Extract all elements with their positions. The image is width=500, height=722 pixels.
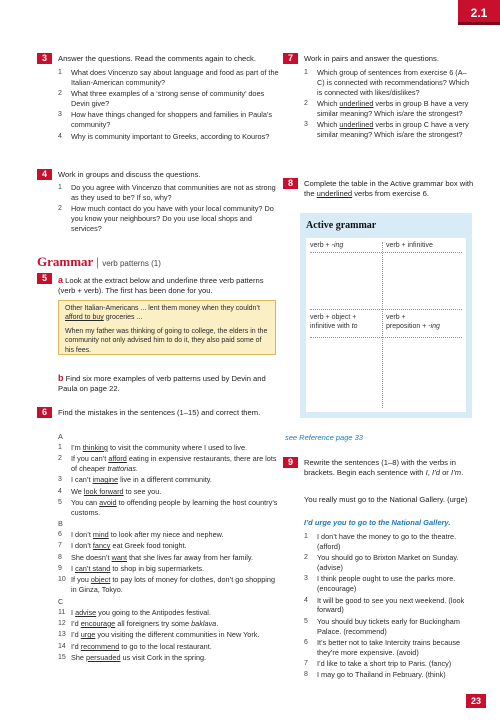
exercise-7-number: 7	[283, 53, 298, 64]
item-underlined: object	[90, 575, 111, 585]
active-grammar-box	[300, 213, 472, 418]
item-text-part: eating in expensive restaurants, there are lots of cheaper	[71, 454, 277, 474]
item-text-part: eat Greek food tonight.	[110, 541, 187, 551]
exercise-6-instruction: Find the mistakes in the sentences (1–15) and correct them.	[58, 408, 261, 417]
list-item	[58, 110, 280, 130]
item-number: 14	[58, 642, 66, 650]
item-text-part: If you	[71, 575, 91, 585]
item-text	[71, 553, 280, 563]
item-text: You should buy tickets early for Buckingham Palace. (recommend)	[317, 616, 460, 636]
cell-verb-ing	[310, 241, 343, 250]
item-text: What does Vincenzo say about language and food as part of the Italian-American community?	[71, 68, 279, 87]
group-label: A	[58, 432, 63, 441]
cell-line	[310, 322, 357, 331]
exercise-9-list	[304, 532, 474, 682]
list-item	[58, 619, 280, 629]
extract-text: Other Italian-Americans ... lent them money when they couldn’t	[65, 305, 260, 312]
list-item	[58, 630, 280, 640]
table-divider	[310, 309, 462, 310]
item-text-part: Which	[317, 99, 340, 109]
extract-text: groceries ...	[103, 314, 143, 322]
item-number: 5	[58, 499, 62, 507]
cell-line: verb +	[386, 314, 406, 321]
exercise-3-list	[58, 68, 280, 143]
extract-paragraph-1	[65, 304, 269, 323]
item-underlined: advise	[75, 607, 97, 617]
item-text-part: I don’t	[71, 530, 93, 540]
item-text-part: you going to the Antipodes festival.	[96, 607, 211, 617]
exercise-3-number: 3	[37, 53, 52, 64]
item-underlined: imagine	[92, 475, 119, 485]
item-text-part: She	[71, 652, 87, 662]
cell-line	[386, 322, 440, 331]
item-text-part: I’d	[71, 618, 81, 628]
item-text	[71, 630, 280, 640]
item-number: 10	[58, 576, 66, 584]
item-text-part: to visit the community where I used to live.	[107, 442, 248, 452]
item-text-part: to look after my niece and nephew.	[108, 530, 224, 540]
group-label: B	[58, 519, 63, 529]
item-text	[317, 120, 474, 140]
item-number: 3	[304, 575, 308, 583]
item-text: Why is community important to Greeks, according to Kouros?	[71, 131, 270, 141]
unit-tab-bar	[458, 22, 500, 25]
table-divider	[310, 337, 462, 338]
cell-verb-preposition-ing	[386, 313, 440, 332]
item-text-part: to see you.	[123, 486, 162, 496]
item-underlined: look forward	[83, 486, 124, 496]
item-number: 2	[58, 455, 62, 463]
item-number: 8	[304, 671, 308, 679]
exercise-9-example-question: You really must go to the National Gallery. (urge)	[304, 495, 468, 504]
item-underlined: avoid	[99, 498, 117, 508]
grammar-title: Grammar	[37, 254, 94, 269]
list-item	[58, 204, 280, 234]
list-item	[58, 553, 280, 563]
item-number: 2	[58, 90, 62, 98]
instruction-italic: I’d	[431, 468, 440, 478]
list-item	[58, 89, 280, 109]
item-text	[71, 642, 280, 652]
item-underlined: mind	[92, 530, 109, 540]
exercise-3-instruction: Answer the questions. Read the comments again to check.	[58, 54, 256, 63]
cell-italic: -ing	[428, 323, 440, 331]
item-number: 12	[58, 619, 66, 627]
list-item	[58, 443, 280, 453]
item-number: 4	[304, 596, 308, 604]
cell-italic: -ing	[331, 242, 344, 249]
list-item	[58, 454, 280, 474]
item-text-part: I	[71, 564, 76, 574]
exercise-5a	[58, 274, 280, 297]
instruction-text: .	[461, 468, 464, 478]
item-underlined: encourage	[80, 618, 116, 628]
list-item	[304, 99, 474, 119]
list-item	[58, 498, 280, 518]
item-text-part: She doesn’t	[71, 552, 112, 562]
item-number: 5	[304, 617, 308, 625]
item-text: How much contact do you have with your local community? Do you know your neighbours? Do you use local shops and services?	[71, 204, 274, 233]
item-text: Which group of sentences from exercise 6 (A–C) is connected with recommendations? Which is connected with likes/dislikes?	[317, 68, 470, 97]
exercise-9-example-answer: I’d urge you to go to the National Gallery.	[304, 518, 451, 527]
item-text-part: I can’t	[71, 475, 93, 485]
item-text: What three examples of a ‘strong sense of community’ does Devin give?	[71, 89, 265, 109]
exercise-5b-label: b	[58, 373, 64, 383]
grammar-heading: Grammar | verb patterns (1)	[37, 254, 161, 269]
item-text: You should go to Brixton Market on Sunday. (advise)	[317, 553, 459, 573]
item-underlined: underlined	[339, 120, 374, 130]
list-item	[304, 638, 474, 658]
item-text-part: I’d	[71, 641, 81, 651]
item-text	[71, 475, 280, 485]
item-text-part: Which	[317, 120, 340, 130]
cell-line: verb + object +	[310, 314, 357, 321]
cell-verb-object-infinitive	[310, 313, 357, 332]
item-text	[71, 530, 280, 540]
item-text-part: verbs in group C have a very similar meaning? Which is/are the strongest?	[317, 120, 469, 140]
list-item	[304, 68, 474, 98]
instruction-text: verbs from exercise 6.	[352, 189, 429, 199]
item-number: 2	[304, 100, 308, 108]
item-text-part: .	[135, 464, 138, 474]
list-item	[304, 553, 474, 573]
item-italic: trattorias	[107, 464, 136, 474]
item-text-part: We	[71, 486, 84, 496]
item-text	[71, 498, 280, 518]
item-number: 4	[58, 487, 62, 495]
item-text-part: to shop in big supermarkets.	[110, 564, 205, 574]
cell-verb-infinitive: verb + infinitive	[386, 242, 433, 249]
item-text-part: to offending people by learning the host country’s customs.	[71, 498, 278, 517]
item-text	[71, 619, 280, 629]
item-text-part: .	[216, 618, 219, 628]
item-text-part: If you can’t	[71, 454, 109, 464]
exercise-5a-label: a	[58, 275, 64, 285]
item-number: 7	[58, 542, 62, 550]
item-number: 1	[58, 69, 62, 76]
item-text-part: to pay lots of money for clothes, don’t go shopping in Ginza, Tokyo.	[71, 575, 276, 595]
item-text-part: us visit Cork in the spring.	[120, 652, 207, 662]
exercise-7-instruction: Work in pairs and answer the questions.	[304, 54, 439, 63]
list-item	[304, 574, 474, 594]
page-number: 23	[466, 694, 486, 708]
item-number: 1	[304, 69, 308, 76]
item-underlined: afford	[108, 454, 127, 464]
item-number: 15	[58, 653, 66, 661]
list-item	[304, 617, 474, 637]
instruction-italic: I	[425, 468, 428, 478]
exercise-4-number: 4	[37, 169, 52, 180]
list-item	[58, 475, 280, 485]
exercise-4-instruction: Work in groups and discuss the questions.	[58, 170, 201, 179]
item-number: 3	[304, 121, 308, 129]
exercise-8-number: 8	[283, 178, 298, 189]
item-number: 1	[58, 184, 62, 191]
item-number: 1	[58, 443, 62, 451]
list-item	[58, 487, 280, 497]
instruction-text: Complete the table in the Active grammar box with the	[304, 179, 474, 199]
list-item	[304, 532, 474, 552]
cell-text: infinitive with	[310, 323, 352, 331]
list-item	[58, 68, 280, 88]
item-text	[71, 575, 280, 595]
item-underlined: urge	[80, 630, 96, 640]
list-item	[304, 670, 474, 680]
exercise-8-instruction	[304, 179, 474, 200]
active-grammar-title: Active grammar	[306, 220, 377, 231]
table-divider	[310, 252, 462, 253]
instruction-italic: I’m	[450, 468, 462, 478]
list-item	[58, 132, 280, 142]
extract-paragraph-2: When my father was thinking of going to college, the elders in the community not only advised him to do it, they also paid some of his fees.	[65, 327, 268, 354]
list-item	[58, 183, 280, 203]
item-text: I’d like to take a short trip to Paris. (fancy)	[317, 659, 452, 669]
item-text: I think people ought to use the parks more. (encourage)	[317, 574, 456, 594]
active-grammar-table	[306, 238, 466, 412]
cell-italic: to	[351, 323, 358, 331]
exercise-5b-instruction: Find six more examples of verb patterns used by Devin and Paula on page 22.	[58, 374, 266, 394]
grammar-subtitle: verb patterns (1)	[102, 259, 161, 268]
exercise-5-number: 5	[37, 273, 52, 284]
item-italic: baklava	[191, 618, 217, 628]
list-item	[58, 530, 280, 540]
item-underlined: want	[111, 552, 127, 562]
item-underlined: persuaded	[86, 652, 121, 662]
item-text	[71, 454, 280, 474]
item-text: Do you agree with Vincenzo that communities are not as strong as they used to be? If so, why?	[71, 183, 276, 202]
item-text: It’s better not to take Intercity trains because they’re more expensive. (avoid)	[317, 637, 461, 657]
item-text: I may go to Thailand in February. (think)	[317, 670, 446, 680]
item-text	[71, 564, 280, 574]
item-text: I don’t have the money to go to the theatre. (afford)	[317, 532, 457, 551]
item-number: 11	[58, 608, 66, 616]
item-underlined: fancy	[92, 541, 111, 551]
list-item	[304, 659, 474, 669]
exercise-7-list	[304, 68, 474, 141]
instruction-text: Rewrite the sentences (1–8) with the verbs in brackets. Begin each sentence with	[304, 458, 456, 478]
item-underlined: can’t stand	[75, 564, 111, 574]
item-number: 2	[304, 554, 308, 562]
exercise-5b	[58, 372, 280, 395]
item-text-part: to go to the local restaurant.	[119, 641, 212, 651]
item-text: It will be good to see you next weekend. (look forward)	[317, 595, 465, 615]
item-number: 2	[58, 205, 62, 213]
item-text-part: I	[71, 607, 76, 617]
instruction-underlined: underlined	[316, 189, 353, 199]
item-text-part: all foreigners try some	[115, 618, 192, 628]
item-text-part: that she lives far away from her family.	[127, 552, 253, 562]
reference-link[interactable]: see Reference page 33	[285, 433, 363, 442]
instruction-text: or	[439, 468, 451, 478]
table-vertical-divider	[382, 242, 383, 408]
unit-tab: 2.1	[458, 0, 500, 22]
item-number: 1	[304, 533, 308, 540]
item-text	[71, 487, 280, 497]
item-text-part: I’m	[71, 442, 83, 452]
item-text-part: I’d	[71, 630, 81, 640]
item-number: 4	[58, 132, 62, 140]
item-number: 9	[58, 565, 62, 573]
list-item	[58, 608, 280, 618]
cell-text: preposition +	[386, 323, 429, 331]
exercise-6-number: 6	[37, 407, 52, 418]
item-text	[71, 608, 280, 618]
item-text	[71, 443, 280, 453]
exercise-5a-instruction: Look at the extract below and underline three verb patterns (verb + verb). The first has been done for you.	[58, 276, 264, 296]
instruction-text: ,	[427, 468, 432, 478]
exercise-6-list	[58, 432, 280, 664]
list-item	[58, 564, 280, 574]
item-text	[317, 99, 474, 119]
item-text	[71, 541, 280, 551]
exercise-9-instruction	[304, 458, 474, 479]
list-item	[58, 642, 280, 652]
exercise-4-list	[58, 183, 280, 235]
item-text-part: you visiting the different communities in New York.	[95, 630, 260, 640]
item-text: How have things changed for shoppers and families in Paula’s community?	[71, 110, 273, 130]
item-underlined: underlined	[339, 99, 374, 109]
item-number: 13	[58, 631, 66, 639]
item-number: 7	[304, 660, 308, 668]
list-item	[58, 541, 280, 551]
list-item	[58, 653, 280, 663]
item-underlined: thinking	[82, 442, 108, 452]
item-text-part: live in a different community.	[118, 475, 212, 485]
item-underlined: recommend	[80, 641, 120, 651]
extract-underlined: afford to buy	[65, 314, 104, 322]
group-label: C	[58, 596, 64, 606]
list-item	[304, 596, 474, 616]
item-number: 6	[58, 531, 62, 539]
item-number: 3	[58, 111, 62, 119]
item-number: 6	[304, 638, 308, 646]
exercise-9-number: 9	[283, 457, 298, 468]
item-number: 3	[58, 476, 62, 484]
item-text	[71, 653, 280, 663]
item-text-part: verbs in group B have a very similar meaning? Which is/are the strongest?	[317, 99, 469, 118]
item-number: 8	[58, 553, 62, 561]
list-item	[58, 575, 280, 595]
list-item	[304, 120, 474, 140]
item-text-part: I don’t	[71, 541, 93, 551]
cell-text: verb +	[310, 242, 332, 249]
item-text-part: You can	[71, 498, 100, 508]
extract-box	[58, 300, 276, 355]
